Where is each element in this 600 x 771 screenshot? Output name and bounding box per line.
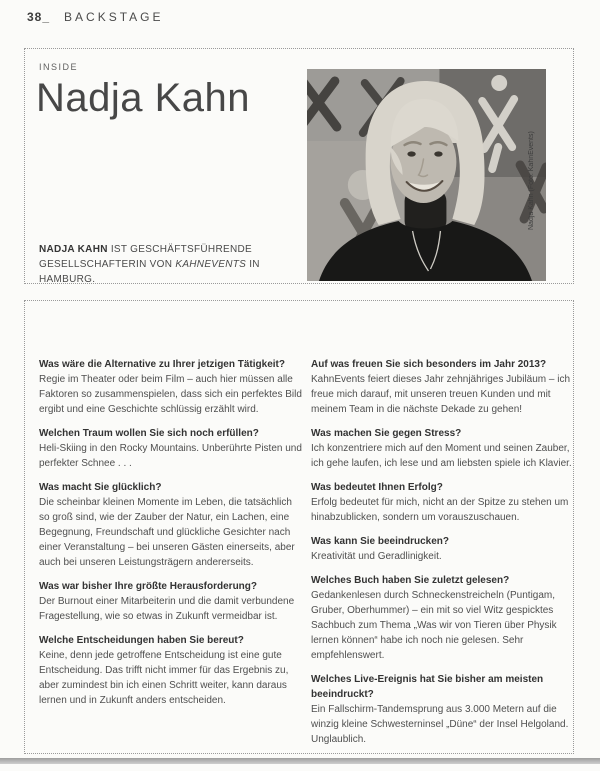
qa-block (311, 357, 575, 417)
interview-column-right (311, 357, 575, 756)
page-title: Nadja Kahn (36, 76, 251, 120)
page-number: 38_ (27, 10, 51, 24)
bio-name: NADJA KAHN (39, 244, 108, 255)
portrait-photo-illustration (307, 69, 546, 281)
intro-panel (24, 48, 574, 284)
question: Welchen Traum wollen Sie sich noch erfüllen? (39, 428, 259, 439)
answer: KahnEvents feiert dieses Jahr zehnjähriges Jubiläum – ich freue mich darauf, mit unseren treuen Kunden und mit meinem Team in die nächste Dekade zu gehen! (311, 374, 571, 415)
bio-text (39, 242, 301, 287)
question: Auf was freuen Sie sich besonders im Jahr 2013? (311, 359, 547, 370)
answer: Ich konzentriere mich auf den Moment und seinen Zauber, ich gehe laufen, ich lese und am liebsten spiele ich Klavier. (311, 443, 572, 469)
question: Welche Entscheidungen haben Sie bereut? (39, 635, 244, 646)
qa-block (311, 573, 575, 663)
qa-block (39, 426, 303, 471)
qa-block (39, 579, 303, 624)
portrait-photo (307, 69, 546, 281)
masthead (27, 10, 164, 24)
qa-block (39, 480, 303, 570)
scan-edge-bar (0, 758, 600, 764)
bio-company: KAHNEVENTS (175, 259, 247, 270)
bio-mid: IST GESCHÄFTSFÜHRENDE GESELLSCHAFTERIN VON (39, 244, 252, 270)
bio-tail: IN HAMBURG. (39, 259, 260, 285)
question: Welches Live-Ereignis hat Sie bisher am meisten beeindruckt? (311, 674, 544, 700)
question: Welches Buch haben Sie zuletzt gelesen? (311, 575, 510, 586)
question: Was kann Sie beeindrucken? (311, 536, 450, 547)
question: Was war bisher Ihre größte Herausforderung? (39, 581, 258, 592)
qa-block (39, 357, 303, 417)
qa-block (311, 672, 575, 747)
interview-panel (24, 300, 574, 754)
question: Was bedeutet Ihnen Erfolg? (311, 482, 443, 493)
qa-block (311, 480, 575, 525)
inside-label: INSIDE (39, 62, 79, 72)
answer: Die scheinbar kleinen Momente im Leben, die tatsächlich so groß sind, wie der Zauber der Natur, ein Lachen, eine Begegnung, Freundschaft und glückliche Gesichter nach einer Veranstaltung – bei unseren Gästen einerseits, aber auch bei unseren Leistungsträgern andererseits. (39, 497, 295, 568)
answer: Gedankenlesen durch Schneckenstreicheln (Puntigam, Gruber, Oberhummer) – ein mit so viel Witz gespicktes Sachbuch zum Thema „Was wir von Tieren über Physik lernen können“ habe ich noch nie gelesen. Sehr empfehlenswert. (311, 590, 557, 661)
answer: Erfolg bedeutet für mich, nicht an der Spitze zu stehen um hinabzublicken, sondern um vorauszuschauen. (311, 497, 569, 523)
question: Was machen Sie gegen Stress? (311, 428, 462, 439)
interview-column-left (39, 357, 303, 717)
photo-credit: Nadja Kahn (Foto: KahnEvents) (528, 131, 535, 230)
qa-block (311, 426, 575, 471)
qa-block (39, 633, 303, 708)
question: Was wäre die Alternative zu Ihrer jetzigen Tätigkeit? (39, 359, 285, 370)
question: Was macht Sie glücklich? (39, 482, 162, 493)
section-title: BACKSTAGE (64, 10, 164, 24)
answer: Ein Fallschirm-Tandemsprung aus 3.000 Metern auf die winzig kleine Schwesterninsel „Düne“ der Insel Helgoland. Unglaublich. (311, 704, 569, 745)
answer: Keine, denn jede getroffene Entscheidung ist eine gute Entscheidung. Das trifft nicht immer für das Ergebnis zu, aber zumindest bin ich einen Schritt weiter, kann daraus lernen und in Zukunft anders entscheiden. (39, 650, 289, 706)
answer: Der Burnout einer Mitarbeiterin und die damit verbundene Fragestellung, wie so etwas in Zukunft vermeidbar ist. (39, 596, 295, 622)
answer: Heli-Skiing in den Rocky Mountains. Unberührte Pisten und perfekter Schnee . . . (39, 443, 302, 469)
qa-block (311, 534, 575, 564)
answer: Regie im Theater oder beim Film – auch hier müssen alle Faktoren so zusammenspielen, dass sich ein perfektes Bild ergibt und eine Geschichte schlüssig erzählt wird. (39, 374, 302, 415)
answer: Kreativität und Geradlinigkeit. (311, 551, 442, 562)
